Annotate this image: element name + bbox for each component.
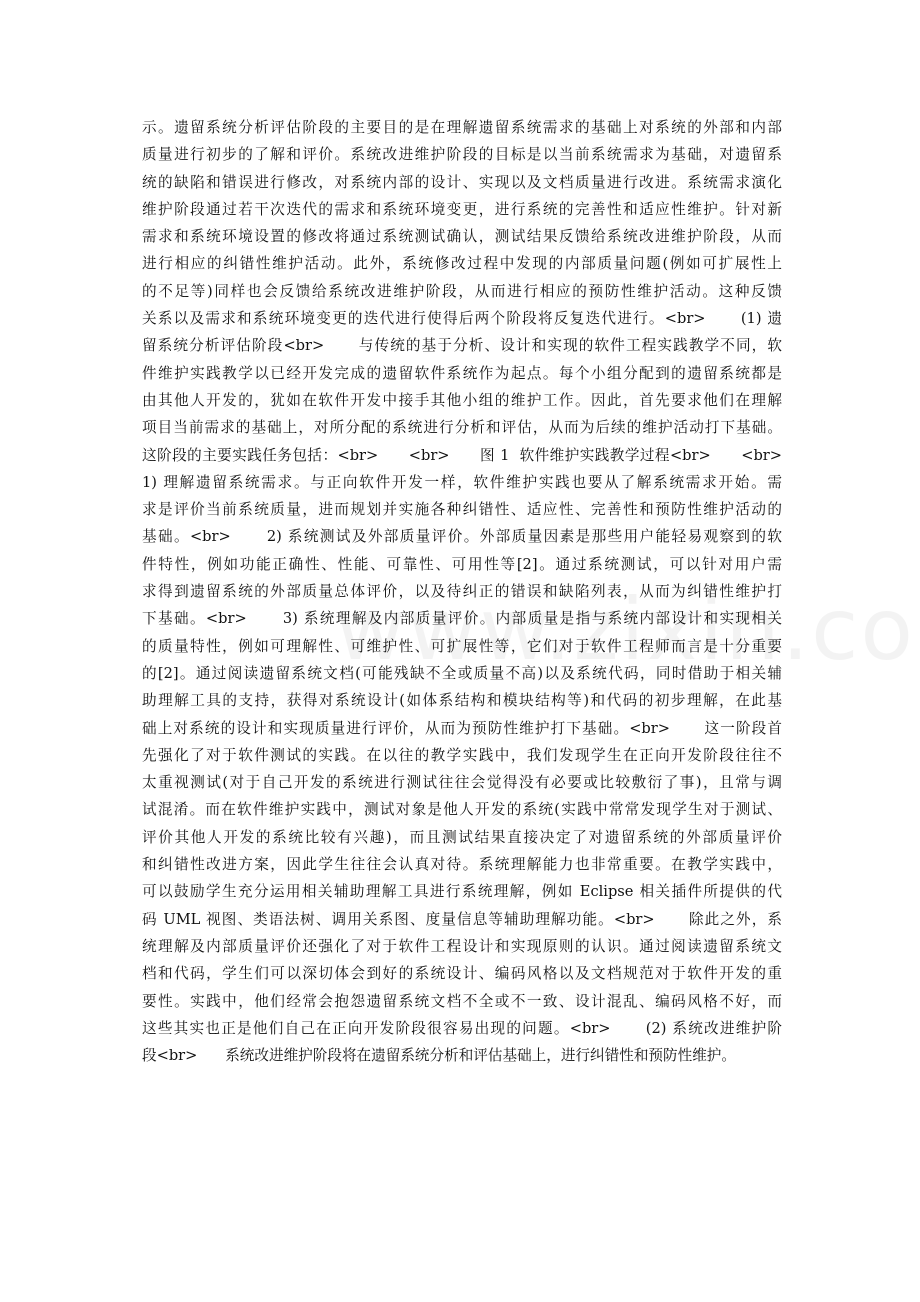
text-line: 这些其实也正是他们自己在正向开发阶段很容易出现的问题。<br> (2) 系统改进维护阶 (142, 1019, 782, 1037)
text-line: 和纠错性改进方案，因此学生往往会认真对待。系统理解能力也非常重要。在教学实践中， (142, 856, 782, 874)
text-line: 太重视测试(对于自己开发的系统进行测试往往会觉得没有必要或比较敷衍了事)，且常与调 (142, 774, 782, 792)
body-text (142, 114, 782, 1069)
text-line: 示。遗留系统分析评估阶段的主要目的是在理解遗留系统需求的基础上对系统的外部和内部 (142, 119, 782, 136)
text-line: 由其他人开发的，犹如在软件开发中接手其他小组的维护工作。因此，首先要求他们在理解 (142, 391, 782, 409)
text-line: 档和代码，学生们可以深切体会到好的系统设计、编码风格以及文档规范对于软件开发的重 (142, 965, 782, 983)
text-line: 求是评价当前系统质量，进而规划并实施各种纠错性、适应性、完善性和预防性维护活动的 (142, 501, 782, 519)
text-line: 进行相应的纠错性维护活动。此外，系统修改过程中发现的内部质量问题(例如可扩展性上 (142, 255, 782, 273)
text-line: 评价其他人开发的系统比较有兴趣)，而且测试结果直接决定了对遗留系统的外部质量评价 (142, 828, 782, 846)
text-line: 项目当前需求的基础上，对所分配的系统进行分析和评估，从而为后续的维护活动打下基础。 (142, 419, 782, 437)
text-line: 统理解及内部质量评价还强化了对于软件工程设计和实现原则的认识。通过阅读遗留系统文 (142, 937, 782, 955)
text-line: 件维护实践教学以已经开发完成的遗留软件系统作为起点。每个小组分配到的遗留系统都是 (142, 364, 782, 382)
text-line: 要性。实践中，他们经常会抱怨遗留系统文档不全或不一致、设计混乱、编码风格不好，而 (142, 992, 782, 1010)
text-line: 码 UML 视图、类语法树、调用关系图、度量信息等辅助理解功能。<br> 除此之外，系 (142, 910, 782, 928)
text-line: 下基础。<br> 3) 系统理解及内部质量评价。内部质量是指与系统内部设计和实现相关 (142, 610, 782, 628)
text-line: 关系以及需求和系统环境变更的迭代进行使得后两个阶段将反复迭代进行。<br> (1) 遗 (142, 310, 782, 328)
text-line: 助理解工具的支持，获得对系统设计(如体系结构和模块结构等)和代码的初步理解，在此基 (142, 692, 782, 710)
text-line: 维护阶段通过若干次迭代的需求和系统环境变更，进行系统的完善性和适应性维护。针对新 (142, 200, 782, 218)
text-line: 这阶段的主要实践任务包括：<br> <br> 图 1 软件维护实践教学过程<br> <br> (142, 446, 782, 464)
text-line: 1) 理解遗留系统需求。与正向软件开发一样，软件维护实践也要从了解系统需求开始。需 (142, 473, 782, 491)
text-line: 统的缺陷和错误进行修改，对系统内部的设计、实现以及文档质量进行改进。系统需求演化 (142, 173, 782, 191)
text-line: 需求和系统环境设置的修改将通过系统测试确认，测试结果反馈给系统改进维护阶段，从而 (142, 228, 782, 246)
text-line: 可以鼓励学生充分运用相关辅助理解工具进行系统理解，例如 Eclipse 相关插件所提供的代 (142, 883, 782, 901)
text-line: 础上对系统的设计和实现质量进行评价，从而为预防性维护打下基础。<br> 这一阶段首 (142, 719, 782, 737)
text-line: 的质量特性，例如可理解性、可维护性、可扩展性等，它们对于软件工程师而言是十分重要 (142, 637, 782, 655)
text-line: 的[2]。通过阅读遗留系统文档(可能残缺不全或质量不高)以及系统代码，同时借助于相关辅 (142, 664, 782, 682)
text-line: 试混淆。而在软件维护实践中，测试对象是他人开发的系统(实践中常常发现学生对于测试、 (142, 801, 782, 819)
text-line: 先强化了对于软件测试的实践。在以往的教学实践中，我们发现学生在正向开发阶段往往不 (142, 746, 782, 764)
text-line: 求得到遗留系统的外部质量总体评价，以及待纠正的错误和缺陷列表，从而为纠错性维护打 (142, 583, 782, 601)
text-line: 质量进行初步的了解和评价。系统改进维护阶段的目标是以当前系统需求为基础，对遗留系 (142, 146, 782, 164)
text-line: 基础。<br> 2) 系统测试及外部质量评价。外部质量因素是那些用户能轻易观察到的软 (142, 528, 782, 546)
text-line: 的不足等)同样也会反馈给系统改进维护阶段，从而进行相应的预防性维护活动。这种反馈 (142, 282, 782, 300)
text-line: 段<br> 系统改进维护阶段将在遗留系统分析和评估基础上，进行纠错性和预防性维护。 (142, 1047, 736, 1065)
text-line: 留系统分析评估阶段<br> 与传统的基于分析、设计和实现的软件工程实践教学不同，软 (142, 337, 782, 355)
text-line: 件特性，例如功能正确性、性能、可靠性、可用性等[2]。通过系统测试，可以针对用户需 (142, 555, 782, 573)
